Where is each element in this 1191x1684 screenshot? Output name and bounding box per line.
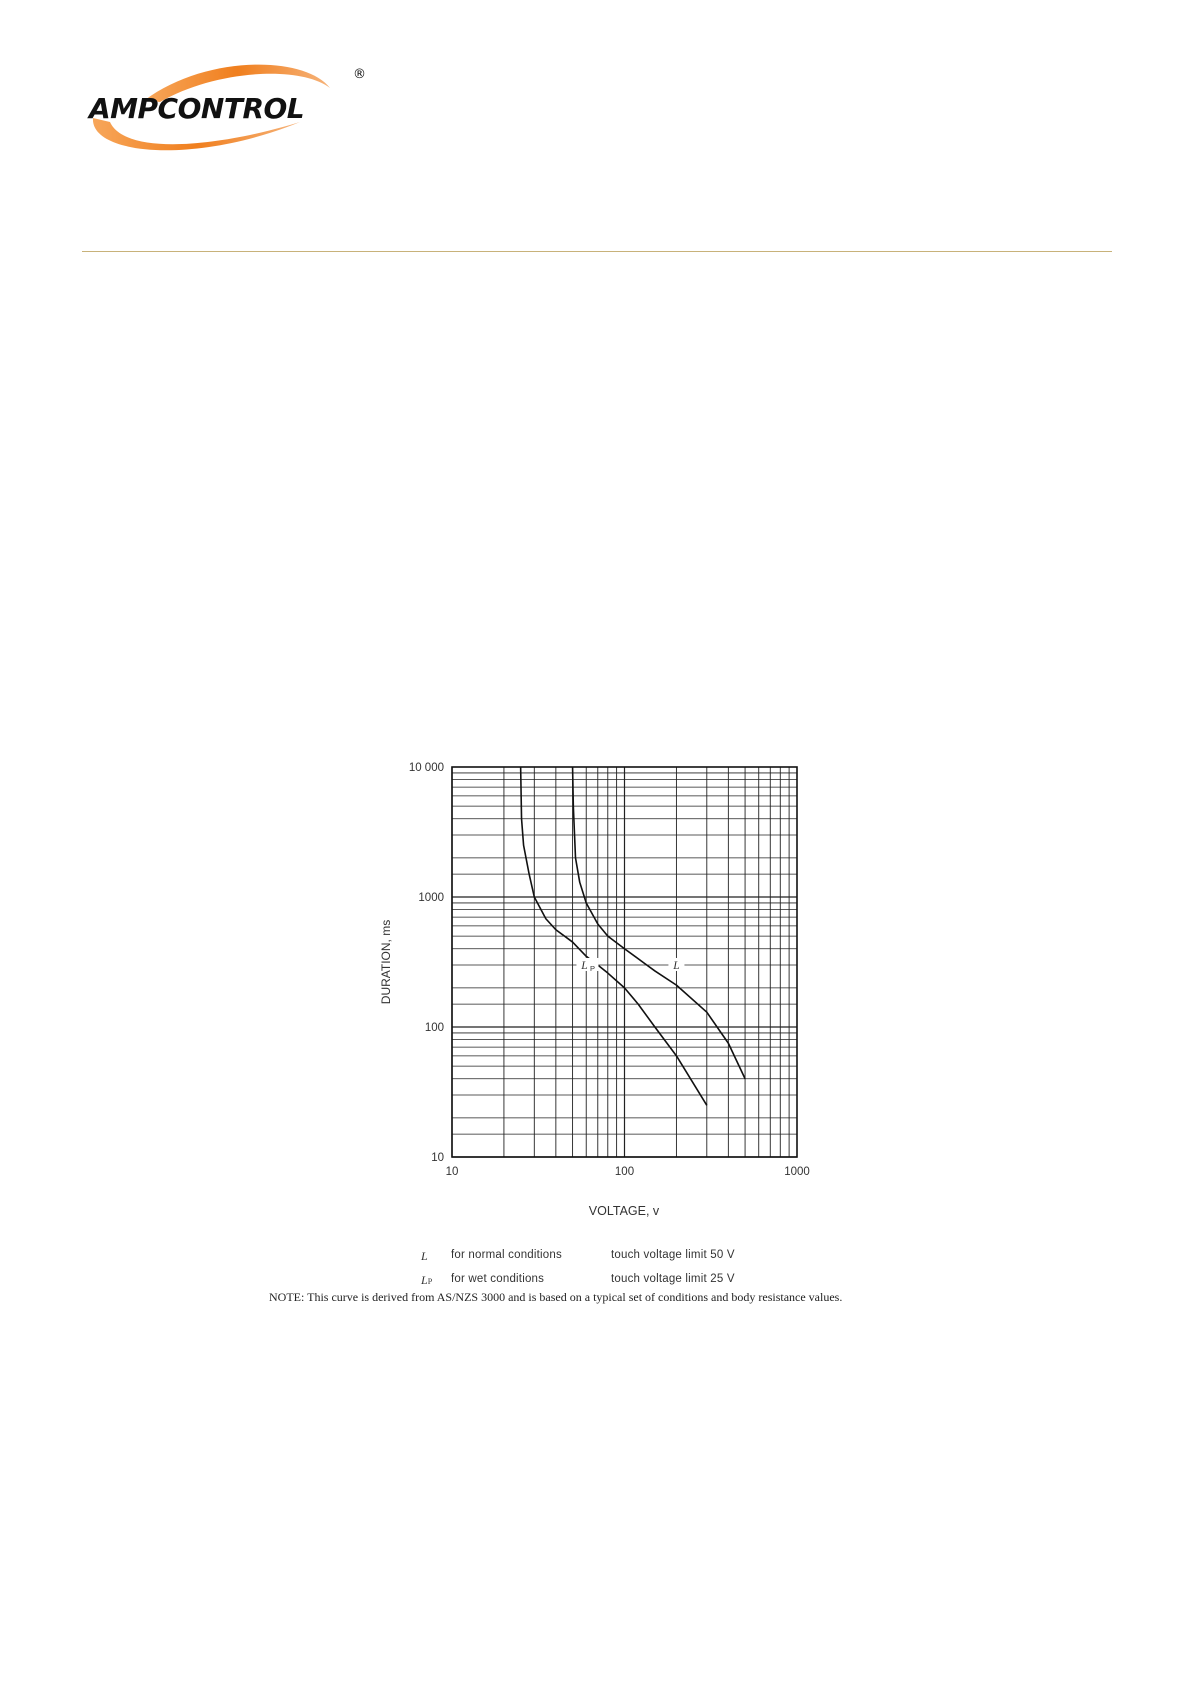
registered-mark: ®: [353, 67, 366, 82]
legend-limit: touch voltage limit 25 V: [611, 1273, 735, 1285]
ampcontrol-logo: [85, 60, 375, 165]
curve-label-lp: L: [581, 959, 588, 972]
y-tick-label: 10 000: [408, 762, 444, 774]
legend-description: for wet conditions: [451, 1273, 545, 1285]
x-tick-label: 10: [445, 1166, 459, 1178]
chart-note: NOTE: This curve is derived from AS/NZS 3000 and is based on a typical set of conditions and body resistance values.: [269, 1290, 843, 1304]
legend-description: for normal conditions: [451, 1249, 562, 1261]
legend-symbol: LP: [421, 1273, 433, 1287]
logo-wordmark: AMPCONTROL: [89, 92, 305, 125]
y-tick-label: 1000: [418, 892, 444, 904]
curve-labels: [576, 958, 684, 973]
y-tick-label: 100: [424, 1022, 444, 1034]
x-axis-label: VOLTAGE, v: [588, 1204, 660, 1218]
chart-grid: [452, 767, 797, 1157]
x-tick-label: 100: [614, 1166, 635, 1178]
tick-labels: [409, 762, 810, 1178]
y-tick-label: 10: [431, 1152, 444, 1164]
duration-voltage-chart: [370, 755, 830, 1230]
curve-label-lp-subscript: P: [589, 963, 595, 973]
header-rule: [82, 251, 1112, 252]
y-axis-label: DURATION, ms: [379, 919, 393, 1005]
curve-label-l: L: [673, 959, 680, 972]
legend-symbol: L: [421, 1249, 428, 1263]
legend-limit: touch voltage limit 50 V: [611, 1249, 735, 1261]
x-tick-label: 1000: [784, 1166, 810, 1178]
